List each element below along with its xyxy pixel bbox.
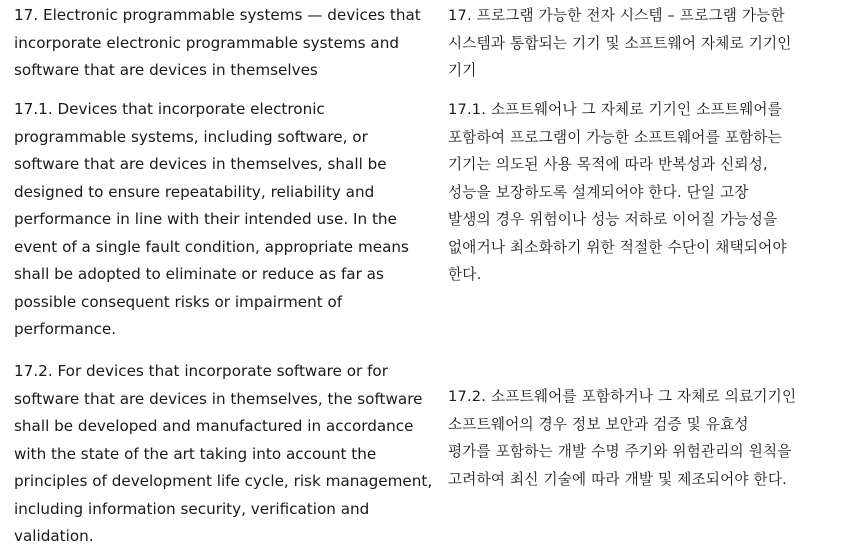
korean-paragraph-17-2 bbox=[448, 383, 796, 493]
text-line: 없애거나 최소화하기 위한 적절한 수단이 채택되어야 bbox=[448, 238, 787, 256]
english-paragraph-17 bbox=[14, 2, 421, 85]
text-line: 성능을 보장하도록 설계되어야 한다. 단일 고장 bbox=[448, 183, 749, 201]
text-line: principles of development life cycle, risk management, bbox=[14, 472, 433, 490]
text-line: possible consequent risks or impairment of bbox=[14, 292, 343, 311]
text-line: shall be adopted to eliminate or reduce as far as bbox=[14, 265, 384, 283]
text-line: with the state of the art taking into account the bbox=[14, 444, 377, 463]
text-line: performance in line with their intended use. In the bbox=[14, 210, 397, 228]
text-line: 17. Electronic programmable systems — devices that bbox=[14, 6, 421, 24]
text-line: 17.1. 소프트웨어나 그 자체로 기기인 소프트웨어를 bbox=[448, 101, 782, 118]
text-line: 기기 bbox=[448, 62, 477, 79]
text-line: 한다. bbox=[448, 266, 482, 283]
text-line: 발생의 경우 위험이나 성능 저하로 이어질 가능성을 bbox=[448, 211, 778, 228]
text-line: 기기는 의도된 사용 목적에 따라 반복성과 신뢰성, bbox=[448, 156, 768, 173]
korean-paragraph-17-1 bbox=[448, 96, 787, 289]
text-line: designed to ensure repeatability, reliability and bbox=[14, 182, 375, 201]
text-line: incorporate electronic programmable systems and bbox=[14, 33, 399, 52]
english-paragraph-17-2 bbox=[14, 358, 432, 551]
text-line: software that are devices in themselves bbox=[14, 61, 318, 79]
text-line: 평가를 포함하는 개발 수명 주기와 위험관리의 원칙을 bbox=[448, 443, 792, 460]
text-line: 시스템과 통합되는 기기 및 소프트웨어 자체로 기기인 bbox=[448, 34, 792, 52]
korean-paragraph-17 bbox=[448, 2, 792, 85]
text-line: including information security, verification and bbox=[14, 499, 370, 518]
text-line: programmable systems, including software, or bbox=[14, 127, 368, 146]
text-line: performance. bbox=[14, 320, 117, 338]
text-line: 고려하여 최신 기술에 따라 개발 및 제조되어야 한다. bbox=[448, 470, 787, 488]
text-line: 17.2. 소프트웨어를 포함하거나 그 자체로 의료기기인 bbox=[448, 388, 797, 405]
text-line: 17.1. Devices that incorporate electronic bbox=[14, 100, 325, 118]
text-line: validation. bbox=[14, 527, 94, 545]
text-line: 포함하여 프로그램이 가능한 소프트웨어를 포함하는 bbox=[448, 128, 782, 146]
text-line: 17.2. For devices that incorporate software or for bbox=[14, 362, 388, 380]
english-paragraph-17-1 bbox=[14, 96, 409, 344]
text-line: software that are devices in themselves, shall be bbox=[14, 155, 387, 173]
text-line: 17. 프로그램 가능한 전자 시스템 – 프로그램 가능한 bbox=[448, 7, 785, 24]
text-line: event of a single fault condition, appropriate means bbox=[14, 237, 409, 256]
text-line: 소프트웨어의 경우 정보 보안과 검증 및 유효성 bbox=[448, 415, 749, 433]
text-line: shall be developed and manufactured in accordance bbox=[14, 417, 414, 435]
text-line: software that are devices in themselves, the software bbox=[14, 389, 423, 408]
